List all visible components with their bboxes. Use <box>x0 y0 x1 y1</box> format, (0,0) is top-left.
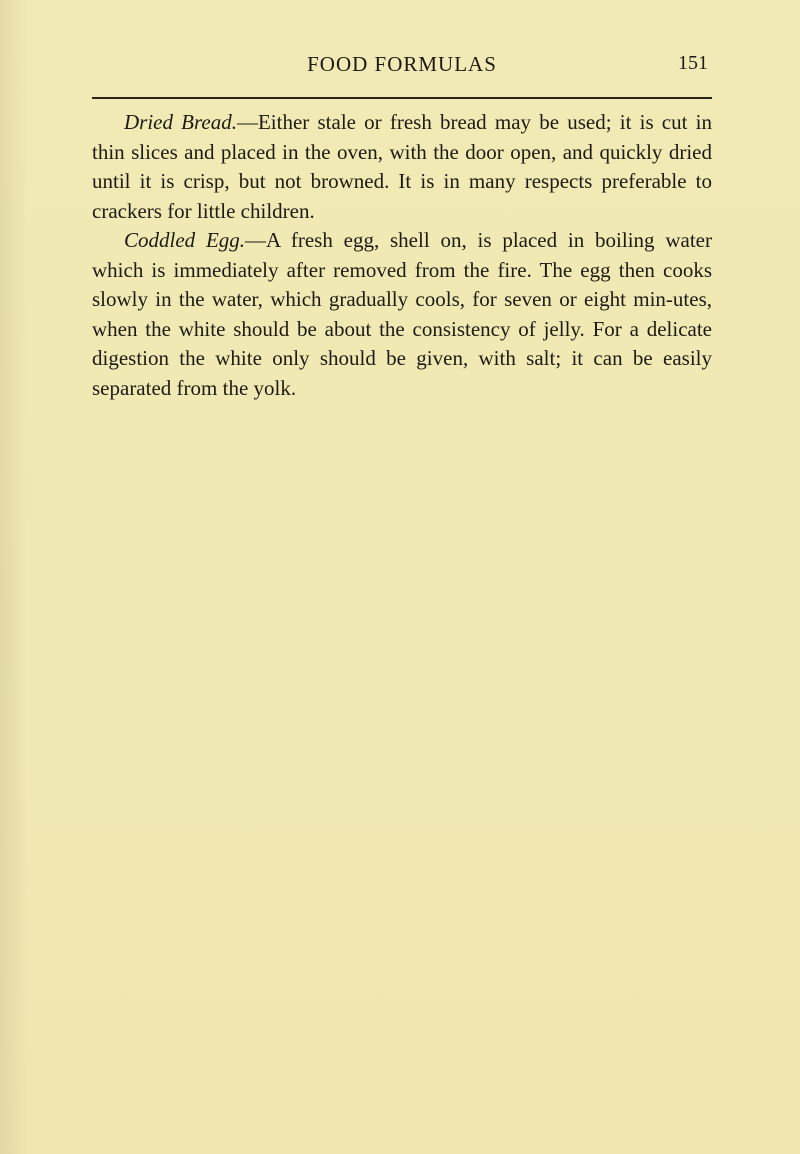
paragraph-coddled-egg <box>92 226 712 403</box>
page-header <box>92 52 712 82</box>
page-number: 151 <box>678 52 708 74</box>
header-rule <box>92 97 712 99</box>
page-gutter-shadow <box>0 0 28 1154</box>
entry-text-coddled-egg: —A fresh egg, shell on, is placed in boiling water which is immediately after removed from the fire. The egg then cooks slowly in the water, which gradually cools, for seven or eight min-utes, when the white should be about the consistency of jelly. For a delicate digestion the white only should be given, with salt; it can be easily separated from the yolk. <box>92 228 712 400</box>
paragraph-dried-bread <box>92 108 712 226</box>
entry-text-dried-bread: —Either stale or fresh bread may be used; it is cut in thin slices and placed in the oven, with the door open, and quickly dried until it is crisp, but not browned. It is in many respects preferable to crackers for little children. <box>92 110 712 223</box>
body-text <box>92 108 712 403</box>
entry-title-dried-bread: Dried Bread. <box>124 110 237 134</box>
running-title: FOOD FORMULAS <box>307 52 497 76</box>
entry-title-coddled-egg: Coddled Egg. <box>124 228 246 252</box>
